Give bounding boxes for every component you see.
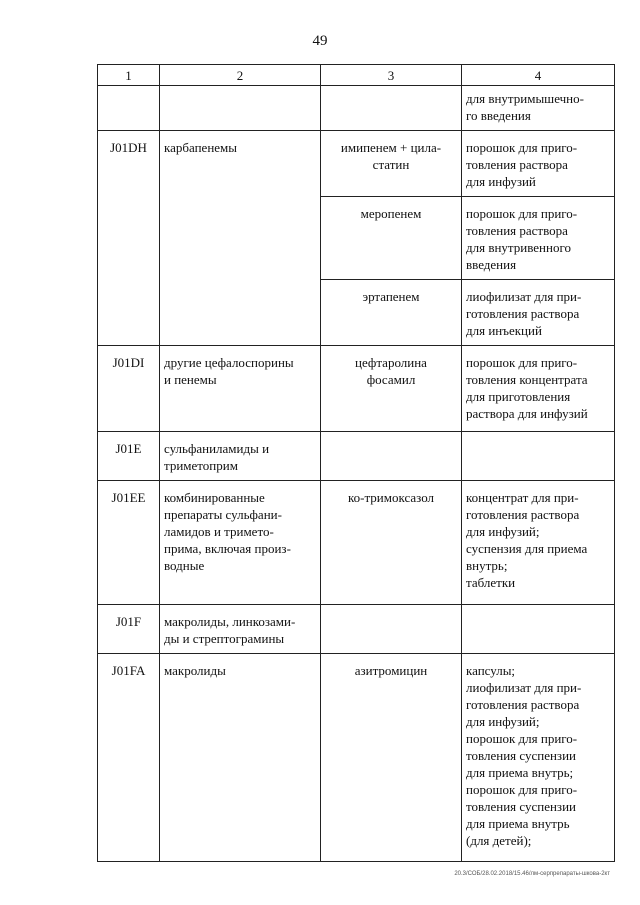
drug-cell [321, 432, 462, 481]
footer-stamp: 20.3/СОБ/28.02.2018/15.46/лм-серпрепараты-шкова-2кт [454, 871, 610, 877]
dosage-form-cell: концентрат для при- готовления раствора для инфузий; суспензия для приема внутрь; таблетки [462, 481, 615, 605]
group-cell: макролиды [160, 654, 321, 862]
drug-cell: имипенем + цила- статин [321, 131, 462, 197]
drug-cell: азитромицин [321, 654, 462, 862]
table-row [98, 605, 615, 654]
atc-code-cell [98, 86, 160, 131]
dosage-form-cell [462, 605, 615, 654]
table-row [98, 432, 615, 481]
atc-code-cell: J01DH [98, 131, 160, 346]
atc-code-cell: J01EE [98, 481, 160, 605]
drug-cell: ко-тримоксазол [321, 481, 462, 605]
column-header: 2 [160, 65, 321, 86]
dosage-form-cell: порошок для приго- товления раствора для инфузий [462, 131, 615, 197]
column-header: 1 [98, 65, 160, 86]
dosage-form-cell: для внутримышечно- го введения [462, 86, 615, 131]
table-row [98, 481, 615, 605]
dosage-form-cell: порошок для приго- товления раствора для внутривенного введения [462, 197, 615, 280]
drug-table [97, 64, 615, 862]
drug-cell: эртапенем [321, 280, 462, 346]
table-row [98, 654, 615, 862]
table-row [98, 346, 615, 432]
page-number: 49 [312, 33, 328, 49]
atc-code-cell: J01DI [98, 346, 160, 432]
column-header: 4 [462, 65, 615, 86]
dosage-form-cell [462, 432, 615, 481]
group-cell: карбапенемы [160, 131, 321, 346]
drug-cell: цефтаролина фосамил [321, 346, 462, 432]
dosage-form-cell: капсулы; лиофилизат для при- готовления раствора для инфузий; порошок для приго- товления суспензии для приема внутрь; порошок для приго- товления суспензии для приема внутрь (для детей); [462, 654, 615, 862]
table-row [98, 86, 615, 131]
group-cell: комбинированные препараты сульфани- ламидов и тримето- прима, включая произ- водные [160, 481, 321, 605]
table-row [98, 131, 615, 197]
group-cell: сульфаниламиды и триметоприм [160, 432, 321, 481]
atc-code-cell: J01E [98, 432, 160, 481]
table-header-row [98, 65, 615, 86]
group-cell: макролиды, линкозами- ды и стрептограмины [160, 605, 321, 654]
atc-code-cell: J01F [98, 605, 160, 654]
dosage-form-cell: лиофилизат для при- готовления раствора для инъекций [462, 280, 615, 346]
dosage-form-cell: порошок для приго- товления концентрата для приготовления раствора для инфузий [462, 346, 615, 432]
atc-code-cell: J01FA [98, 654, 160, 862]
group-cell [160, 86, 321, 131]
group-cell: другие цефалоспорины и пенемы [160, 346, 321, 432]
drug-cell [321, 86, 462, 131]
column-header: 3 [321, 65, 462, 86]
drug-cell: меропенем [321, 197, 462, 280]
drug-cell [321, 605, 462, 654]
